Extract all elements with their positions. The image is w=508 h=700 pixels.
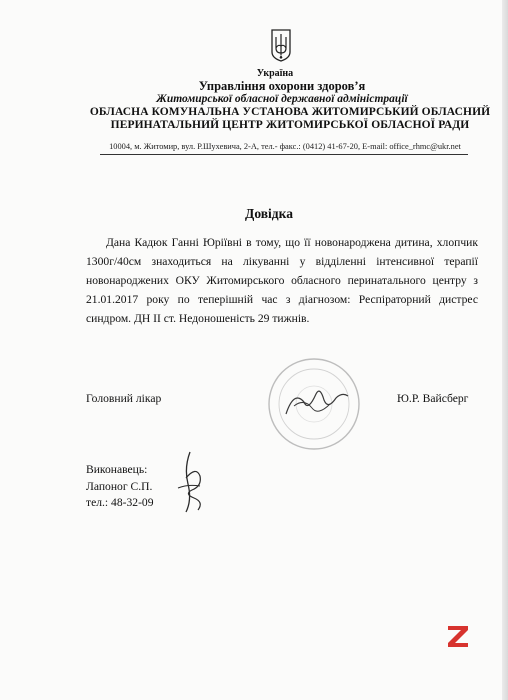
- document-title: Довідка: [245, 206, 293, 221]
- administration-name: Житомирської обласної державної адміністрації: [156, 93, 408, 106]
- executor-phone: тел.: 48-32-09: [86, 496, 154, 509]
- institution-address: 10004, м. Житомир, вул. Р.Шухевича, 2-А, тел.- факс.: (0412) 41-67-20, E-mail: office_rhmc@ukr.net: [109, 142, 461, 151]
- round-stamp: [264, 354, 364, 454]
- executor-label: Виконавець:: [86, 463, 148, 476]
- institution-name-line1: ОБЛАСНА КОМУНАЛЬНА УСТАНОВА ЖИТОМИРСЬКИЙ ОБЛАСНИЙ: [89, 106, 491, 119]
- letterhead-divider: [100, 154, 468, 155]
- letterhead: [0, 68, 508, 132]
- certificate-body: Дана Кадюк Ганні Юріївні в тому, що її новонароджена дитина, хлопчик 1300г/40см знаходиться на лікуванні у відділенні інтенсивної терапії новонароджених ОКУ Житомирського обласного перинатального центру з 21.01.2017 року по теперішній час з діагнозом: Респіраторний дистрес синдром. ДН ІІ ст. Недоношеність 29 тижнів.: [86, 236, 478, 325]
- chief-doctor-name: Ю.Р. Вайсберг: [397, 392, 469, 405]
- executor-block: [86, 462, 154, 512]
- institution-name-line2: ПЕРИНАТАЛЬНИЙ ЦЕНТР ЖИТОМИРСЬКОЇ ОБЛАСНОЇ РАДИ: [110, 118, 470, 131]
- executor-signature: [170, 448, 220, 518]
- country-name: Україна: [256, 68, 294, 79]
- executor-name: Лапоног С.П.: [86, 479, 153, 493]
- trident-emblem-icon: [270, 28, 292, 62]
- chief-doctor-title: Головний лікар: [86, 392, 162, 405]
- z-mark-icon: [445, 623, 471, 649]
- department-name: Управління охорони здоров’я: [198, 79, 366, 94]
